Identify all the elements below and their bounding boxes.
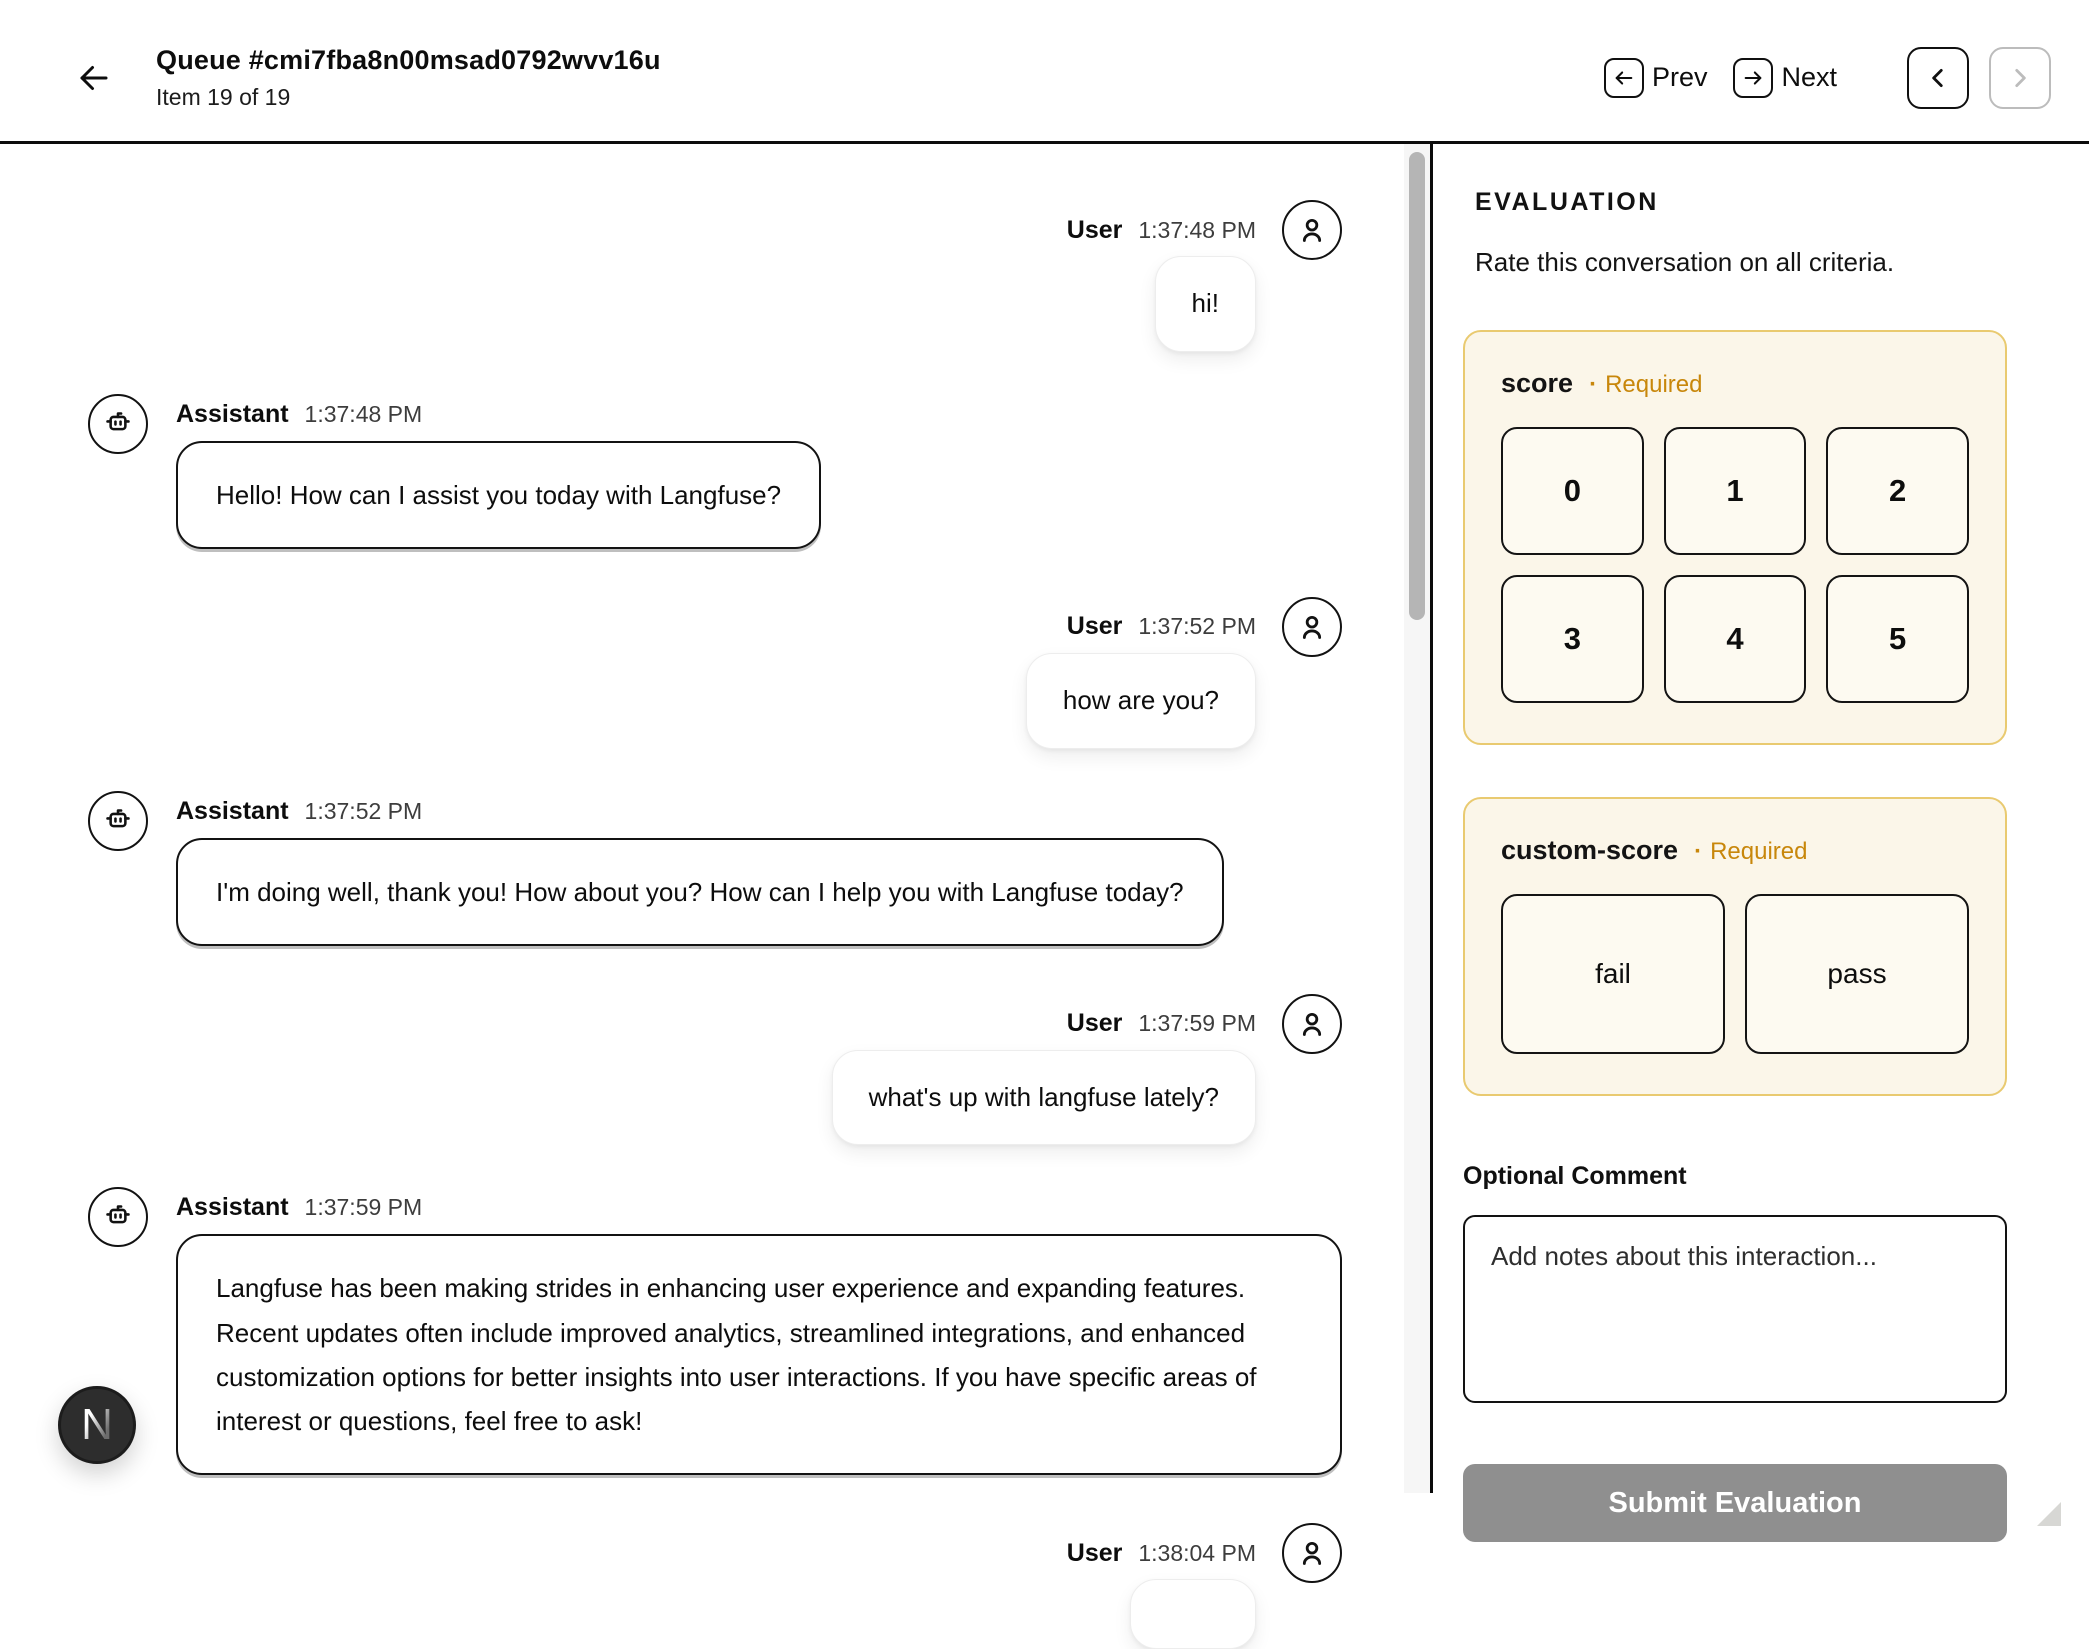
criterion-card — [1463, 797, 2007, 1096]
robot-avatar-icon — [88, 1187, 148, 1247]
criterion-required-badge: · Required — [1694, 838, 1808, 865]
prev-item-button[interactable] — [1604, 58, 1644, 98]
message-timestamp: 1:38:04 PM — [1138, 1539, 1256, 1566]
evaluation-heading: EVALUATION — [1475, 188, 1659, 216]
message-author: Assistant — [176, 399, 289, 428]
score-option-3[interactable]: 3 — [1501, 575, 1644, 703]
expand-panel-button[interactable] — [1989, 47, 2051, 109]
message-bubble: hi! — [1155, 256, 1256, 352]
criteria-list — [1463, 330, 2007, 1096]
chevron-right-icon — [2007, 65, 2033, 91]
message-timestamp: 1:37:52 PM — [304, 797, 423, 824]
message-author: User — [1066, 612, 1123, 641]
criterion-card — [1463, 330, 2007, 745]
back-button[interactable] — [76, 60, 112, 96]
message-author: User — [1066, 1538, 1123, 1567]
message-author: User — [1066, 215, 1123, 244]
message-timestamp: 1:37:52 PM — [1138, 613, 1256, 640]
next-label: Next — [1781, 62, 1837, 92]
arrow-left-icon — [76, 60, 112, 96]
message-author: User — [1066, 1009, 1123, 1038]
chat-scrollbar-track[interactable] — [1404, 144, 1430, 1493]
criterion-name: custom-score — [1501, 835, 1679, 865]
collapse-panel-button[interactable] — [1907, 47, 1969, 109]
message-timestamp: 1:37:48 PM — [304, 400, 423, 427]
chat-message-assistant — [88, 400, 1342, 549]
evaluation-subheading: Rate this conversation on all criteria. — [1475, 247, 1895, 277]
chat-message-user — [88, 994, 1342, 1146]
assistant-message-column — [176, 400, 821, 549]
dot-icon: · — [1694, 838, 1703, 865]
conversation-panel — [0, 144, 1404, 1567]
optional-comment-label: Optional Comment — [1463, 1162, 1687, 1190]
nextjs-logo-icon: N — [81, 1400, 113, 1449]
criterion-required-badge: · Required — [1589, 371, 1703, 398]
chat-message-user — [88, 1523, 1342, 1649]
message-bubble: I'm doing well, thank you! How about you? How can I help you with Langfuse today? — [176, 838, 1224, 946]
dot-icon: · — [1589, 371, 1598, 398]
chat-scrollbar-thumb[interactable] — [1409, 152, 1425, 620]
chat-message-user — [88, 597, 1342, 749]
robot-avatar-icon — [88, 791, 148, 851]
message-header — [1067, 1523, 1342, 1583]
message-bubble: Hello! How can I assist you today with Langfuse? — [176, 441, 821, 549]
user-avatar-icon — [1282, 994, 1342, 1054]
comment-input[interactable] — [1463, 1215, 2007, 1403]
criterion-header — [1501, 835, 1969, 866]
main-split — [0, 144, 2089, 1567]
evaluation-panel — [1433, 144, 2089, 1519]
queue-progress: Item 19 of 19 — [156, 83, 291, 110]
message-header — [176, 797, 1224, 826]
score-option-4[interactable]: 4 — [1664, 575, 1807, 703]
score-option-1[interactable]: 1 — [1664, 427, 1807, 555]
message-header — [176, 1193, 1342, 1222]
message-timestamp: 1:37:59 PM — [1138, 1010, 1256, 1037]
score-option-0[interactable]: 0 — [1501, 427, 1644, 555]
queue-title: Queue #cmi7fba8n00msad0792wvv16u — [156, 44, 661, 75]
message-bubble — [1130, 1579, 1256, 1649]
criterion-header — [1501, 368, 1969, 399]
user-avatar-icon — [1282, 597, 1342, 657]
message-bubble: Langfuse has been making strides in enhancing user experience and expanding features. Recent updates often include improved analytics, streamlined integrations, and enhanced customization options for better insights into user interactions. If you have specific areas of interest or questions, feel free to ask! — [176, 1234, 1342, 1475]
next-item-button[interactable] — [1733, 58, 1773, 98]
message-header — [1067, 994, 1342, 1054]
chevron-left-icon — [1925, 65, 1951, 91]
submit-evaluation-button[interactable]: Submit Evaluation — [1463, 1464, 2007, 1542]
criterion-options — [1501, 894, 1969, 1054]
header — [0, 0, 2089, 144]
header-nav-controls — [1604, 47, 2051, 109]
message-bubble: how are you? — [1026, 653, 1256, 749]
user-avatar-icon — [1282, 1523, 1342, 1583]
message-header — [1067, 597, 1342, 657]
arrow-left-icon — [1613, 67, 1635, 89]
message-timestamp: 1:37:48 PM — [1138, 216, 1256, 243]
chat-message-assistant — [88, 1193, 1342, 1475]
arrow-right-icon — [1742, 67, 1764, 89]
message-header — [176, 400, 821, 429]
criterion-options — [1501, 427, 1969, 703]
chat-message-assistant — [88, 797, 1342, 946]
user-avatar-icon — [1282, 200, 1342, 260]
chat-message-user — [88, 200, 1342, 352]
message-timestamp: 1:37:59 PM — [304, 1194, 423, 1221]
nextjs-devtools-badge[interactable] — [58, 1386, 136, 1464]
assistant-message-column — [176, 797, 1224, 946]
message-author: Assistant — [176, 796, 289, 825]
criterion-name: score — [1501, 368, 1574, 398]
custom-score-option-pass[interactable]: pass — [1745, 894, 1969, 1054]
message-author: Assistant — [176, 1193, 289, 1222]
assistant-message-column — [176, 1193, 1342, 1475]
robot-avatar-icon — [88, 394, 148, 454]
score-option-2[interactable]: 2 — [1826, 427, 1969, 555]
message-bubble: what's up with langfuse lately? — [832, 1050, 1256, 1146]
header-titles — [156, 45, 661, 111]
prev-label: Prev — [1651, 62, 1708, 92]
resize-grip-icon[interactable] — [2037, 1502, 2061, 1526]
message-header — [1067, 200, 1342, 260]
score-option-5[interactable]: 5 — [1826, 575, 1969, 703]
custom-score-option-fail[interactable]: fail — [1501, 894, 1725, 1054]
